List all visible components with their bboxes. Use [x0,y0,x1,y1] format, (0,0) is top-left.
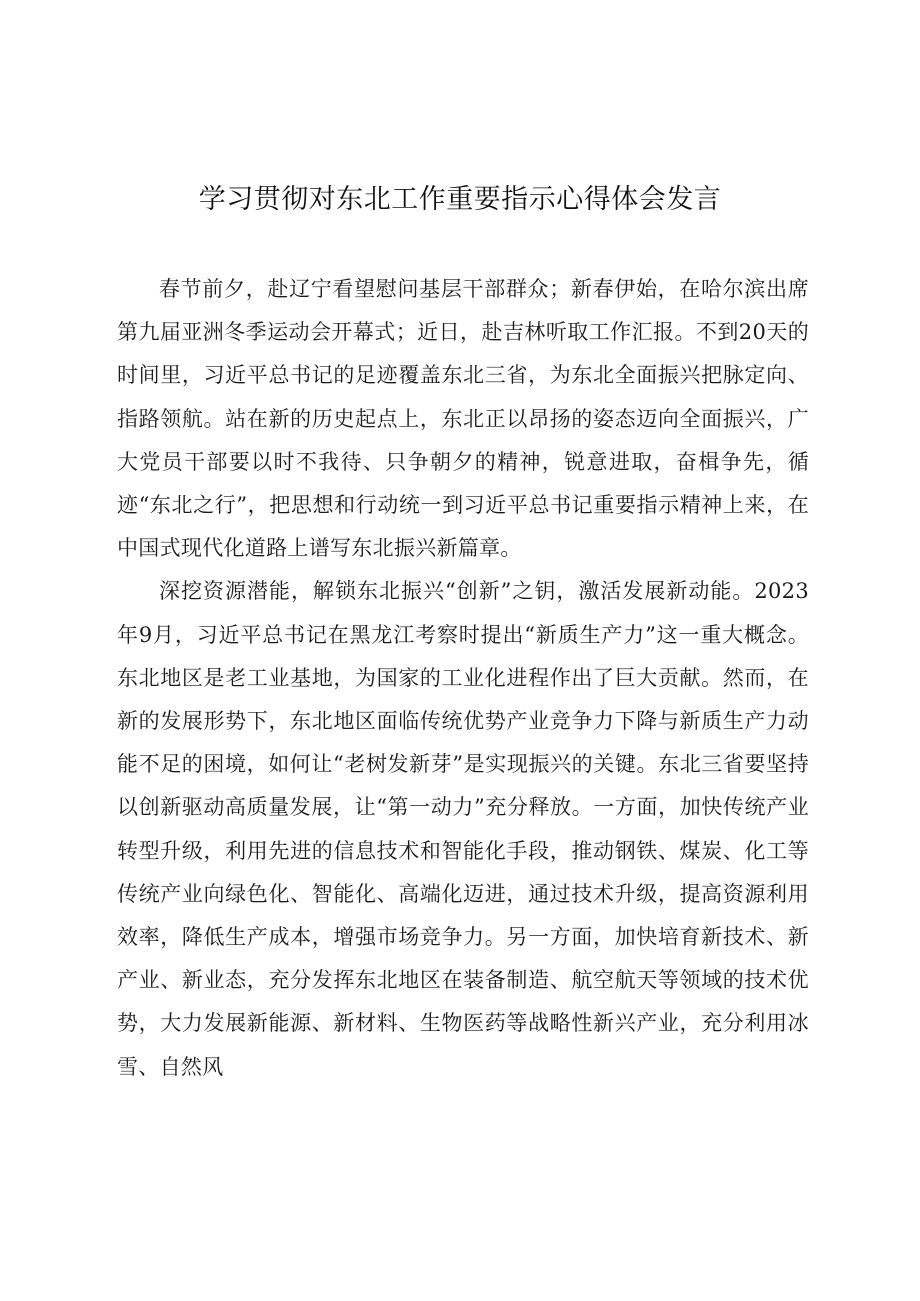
document-title: 学习贯彻对东北工作重要指示心得体会发言 [198,184,722,215]
document-body [117,268,809,1089]
paragraph-intro: 春节前夕，赴辽宁看望慰问基层干部群众；新春伊始，在哈尔滨出席第九届亚洲冬季运动会开幕式；近日，赴吉林听取工作汇报。不到20天的时间里，习近平总书记的足迹覆盖东北三省，为东北全面振兴把脉定向、指路领航。站在新的历史起点上，东北正以昂扬的姿态迈向全面振兴，广大党员干部要以时不我待、只争朝夕的精神，锐意进取，奋楫争先，循迹“东北之行”，把思想和行动统一到习近平总书记重要指示精神上来，在中国式现代化道路上谱写东北振兴新篇章。 [117,277,809,561]
paragraph-innovation: 深挖资源潜能，解锁东北振兴“创新”之钥，激活发展新动能。2023年9月，习近平总书记在黑龙江考察时提出“新质生产力”这一重大概念。东北地区是老工业基地，为国家的工业化进程作出了巨大贡献。然而，在新的发展形势下，东北地区面临传统优势产业竞争力下降与新质生产力动能不足的困境，如何让“老树发新芽”是实现振兴的关键。东北三省要坚持以创新驱动高质量发展，让“第一动力”充分释放。一方面，加快传统产业转型升级，利用先进的信息技术和智能化手段，推动钢铁、煤炭、化工等传统产业向绿色化、智能化、高端化迈进，通过技术升级，提高资源利用效率，降低生产成本，增强市场竞争力。另一方面，加快培育新技术、新产业、新业态，充分发挥东北地区在装备制造、航空航天等领域的技术优势，大力发展新能源、新材料、生物医药等战略性新兴产业，充分利用冰雪、自然风 [117,579,809,1079]
